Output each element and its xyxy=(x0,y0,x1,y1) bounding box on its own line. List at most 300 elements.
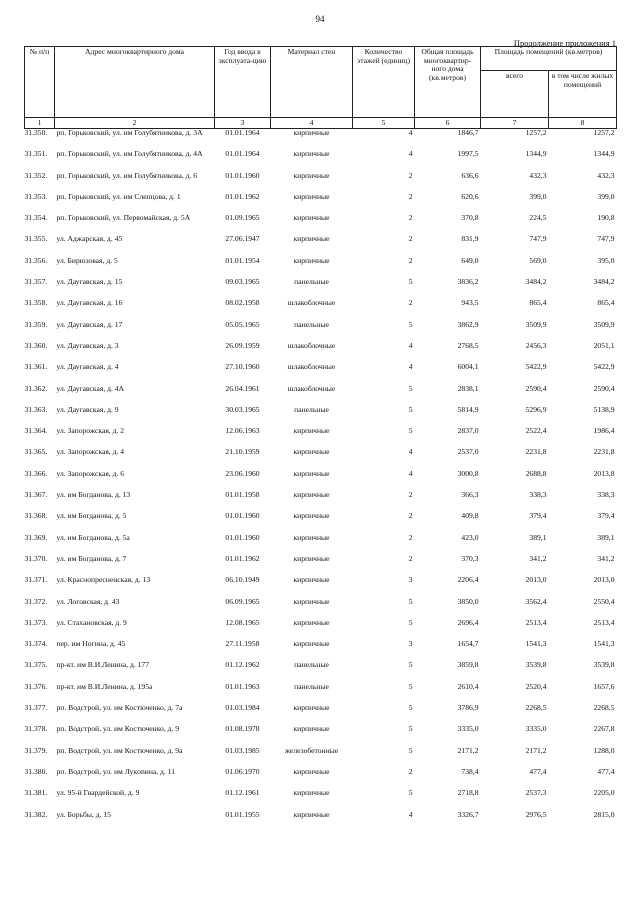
floors-cell: 5 xyxy=(408,383,413,393)
premises-living-cell: 1257,2 xyxy=(593,128,615,137)
year-cell: 08.02.1958 xyxy=(225,298,260,308)
table-row xyxy=(25,576,617,597)
material-cell: кирпичные xyxy=(293,128,330,137)
total-area-cell: 1846,7 xyxy=(457,128,479,137)
row-number: 31.370. xyxy=(24,553,48,563)
row-number: 31.373. xyxy=(24,617,48,627)
total-area-cell: 3335,0 xyxy=(457,724,479,734)
premises-living-cell: 3509,9 xyxy=(593,319,615,329)
premises-living-cell: 2590,4 xyxy=(593,383,615,393)
row-number: 31.375. xyxy=(24,660,48,670)
material-cell: панельные xyxy=(294,681,329,691)
material-cell: кирпичные xyxy=(293,511,330,521)
premises-living-cell: 5422,9 xyxy=(593,362,615,372)
premises-total-cell: 1257,2 xyxy=(525,128,547,137)
row-number: 31.359. xyxy=(24,319,48,329)
premises-living-cell: 2013,8 xyxy=(593,468,615,478)
premises-total-cell: 399,0 xyxy=(529,191,547,201)
floors-cell: 2 xyxy=(408,255,413,265)
row-number: 31.350. xyxy=(24,128,48,137)
floors-cell: 2 xyxy=(408,490,413,500)
premises-living-cell: 432,3 xyxy=(597,170,615,180)
premises-living-cell: 865,4 xyxy=(597,298,615,308)
year-cell: 01.01.1960 xyxy=(225,170,260,180)
premises-total-cell: 432,3 xyxy=(529,170,547,180)
header-premises-total: всего xyxy=(481,71,549,118)
year-cell: 05.05.1965 xyxy=(225,319,260,329)
table-row xyxy=(25,385,617,406)
total-area-cell: 3862,9 xyxy=(457,319,479,329)
address-cell: рп. Горьковский, ул. им Голубятникова, д. 3А xyxy=(56,128,203,137)
premises-total-cell: 2513,4 xyxy=(525,617,547,627)
floors-cell: 2 xyxy=(408,170,413,180)
column-number: 3 xyxy=(215,118,271,129)
material-cell: панельные xyxy=(294,660,329,670)
total-area-cell: 2837,0 xyxy=(457,426,479,436)
premises-total-cell: 865,4 xyxy=(529,298,547,308)
floors-cell: 2 xyxy=(408,213,413,223)
premises-living-cell: 1986,4 xyxy=(593,426,615,436)
premises-total-cell: 2590,4 xyxy=(525,383,547,393)
premises-living-cell: 379,4 xyxy=(597,511,615,521)
premises-total-cell: 3539,8 xyxy=(525,660,547,670)
table-row xyxy=(25,512,617,533)
total-area-cell: 3836,2 xyxy=(457,277,479,287)
total-area-cell: 2768,5 xyxy=(457,340,479,350)
address-cell: пр-кт. им В.И.Ленина, д. 195а xyxy=(56,681,153,691)
year-cell: 21.10.1959 xyxy=(225,447,260,457)
premises-total-cell: 5296,9 xyxy=(525,404,547,414)
table-row xyxy=(25,683,617,704)
premises-total-cell: 2520,4 xyxy=(525,681,547,691)
table-row xyxy=(25,406,617,427)
table-row xyxy=(25,768,617,789)
year-cell: 12.06.1963 xyxy=(225,426,260,436)
row-number: 31.358. xyxy=(24,298,48,308)
table-row xyxy=(25,321,617,342)
premises-living-cell: 1541,3 xyxy=(593,639,615,649)
premises-total-cell: 3484,2 xyxy=(525,277,547,287)
floors-cell: 5 xyxy=(408,404,413,414)
row-number: 31.367. xyxy=(24,490,48,500)
premises-living-cell: 2231,8 xyxy=(593,447,615,457)
floors-cell: 4 xyxy=(408,128,413,137)
table-row xyxy=(25,235,617,256)
table-row xyxy=(25,214,617,235)
address-cell: пер. им Ногина, д. 45 xyxy=(56,639,126,649)
row-number: 31.353. xyxy=(24,191,48,201)
material-cell: шлакоблочные xyxy=(287,340,336,350)
address-cell: ул. им Богданова, д. 7 xyxy=(56,553,127,563)
material-cell: железобетонные xyxy=(284,745,339,755)
table-row xyxy=(25,789,617,810)
premises-living-cell: 2205,0 xyxy=(593,788,615,798)
material-cell: кирпичные xyxy=(293,766,330,776)
table-row xyxy=(25,704,617,725)
row-number: 31.360. xyxy=(24,340,48,350)
year-cell: 23.06.1960 xyxy=(225,468,260,478)
header-premises-area: Площадь помещений (кв.метров) xyxy=(481,47,617,71)
premises-living-cell: 2013,0 xyxy=(593,575,615,585)
header-floors: Количество этажей (единиц) xyxy=(353,47,415,118)
address-cell: ул. Аджарская, д. 45 xyxy=(56,234,123,244)
table-row xyxy=(25,534,617,555)
row-number: 31.352. xyxy=(24,170,48,180)
year-cell: 27.11.1958 xyxy=(225,639,260,649)
material-cell: кирпичные xyxy=(293,468,330,478)
material-cell: панельные xyxy=(294,277,329,287)
premises-living-cell: 5138,9 xyxy=(593,404,615,414)
table-row xyxy=(25,342,617,363)
total-area-cell: 3000,8 xyxy=(457,468,479,478)
total-area-cell: 370,3 xyxy=(461,553,479,563)
table-row xyxy=(25,598,617,619)
year-cell: 30.03.1965 xyxy=(225,404,260,414)
premises-total-cell: 2013,0 xyxy=(525,575,547,585)
year-cell: 01.01.1964 xyxy=(225,128,260,137)
table-row xyxy=(25,640,617,661)
row-number: 31.381. xyxy=(24,788,48,798)
floors-cell: 4 xyxy=(408,340,413,350)
premises-living-cell: 747,9 xyxy=(597,234,615,244)
premises-living-cell: 389,1 xyxy=(597,532,615,542)
address-cell: ул. Даугавская, д. 9 xyxy=(56,404,119,414)
year-cell: 27.06.1947 xyxy=(225,234,260,244)
address-cell: ул. Борьбы, д. 15 xyxy=(56,809,111,819)
material-cell: кирпичные xyxy=(293,617,330,627)
floors-cell: 2 xyxy=(408,511,413,521)
premises-total-cell: 3562,4 xyxy=(525,596,547,606)
premises-living-cell: 2815,0 xyxy=(593,809,615,819)
address-cell: ул. Даугавская, д. 17 xyxy=(56,319,123,329)
housing-table xyxy=(24,46,617,832)
total-area-cell: 2718,8 xyxy=(457,788,479,798)
address-cell: рп. Горьковский, ул. им Голубятникова, д. 4А xyxy=(56,149,203,159)
year-cell: 01.12.1961 xyxy=(225,788,260,798)
premises-living-cell: 2513,4 xyxy=(593,617,615,627)
row-number: 31.374. xyxy=(24,639,48,649)
address-cell: рп. Водстрой, ул. им Лукonина, д. 11 xyxy=(56,766,176,776)
premises-living-cell: 2550,4 xyxy=(593,596,615,606)
year-cell: 01.06.1970 xyxy=(225,766,260,776)
table-row xyxy=(25,470,617,491)
column-number: 4 xyxy=(271,118,353,129)
address-cell: ул. Даугавская, д. 3 xyxy=(56,340,119,350)
table-row xyxy=(25,193,617,214)
row-number: 31.368. xyxy=(24,511,48,521)
floors-cell: 5 xyxy=(408,660,413,670)
material-cell: кирпичные xyxy=(293,234,330,244)
year-cell: 27.10.1960 xyxy=(225,362,260,372)
floors-cell: 2 xyxy=(408,766,413,776)
premises-total-cell: 1344,9 xyxy=(525,149,547,159)
year-cell: 01.01.1958 xyxy=(225,490,260,500)
premises-total-cell: 2231,8 xyxy=(525,447,547,457)
header-total-area: Общая площадь многоквартир-ного дома (кв.метров) xyxy=(415,47,481,118)
address-cell: ул. Бирюзовая, д. 5 xyxy=(56,255,118,265)
premises-total-cell: 2976,5 xyxy=(525,809,547,819)
material-cell: кирпичные xyxy=(293,575,330,585)
address-cell: ул. Логовская, д. 43 xyxy=(56,596,120,606)
total-area-cell: 1654,7 xyxy=(457,639,479,649)
premises-total-cell: 477,4 xyxy=(529,766,547,776)
floors-cell: 4 xyxy=(408,362,413,372)
floors-cell: 4 xyxy=(408,149,413,159)
premises-total-cell: 2537,3 xyxy=(525,788,547,798)
floors-cell: 3 xyxy=(408,575,413,585)
total-area-cell: 3850,0 xyxy=(457,596,479,606)
premises-total-cell: 2171,2 xyxy=(525,745,547,755)
premises-living-cell: 2051,1 xyxy=(593,340,615,350)
floors-cell: 5 xyxy=(408,277,413,287)
row-number: 31.377. xyxy=(24,703,48,713)
year-cell: 01.09.1965 xyxy=(225,213,260,223)
material-cell: кирпичные xyxy=(293,724,330,734)
year-cell: 09.03.1965 xyxy=(225,277,260,287)
total-area-cell: 2171,2 xyxy=(457,745,479,755)
address-cell: рп. Горьковский, ул. им Голубятникова, д. 6 xyxy=(56,170,198,180)
premises-living-cell: 341,2 xyxy=(597,553,615,563)
material-cell: панельные xyxy=(294,319,329,329)
floors-cell: 2 xyxy=(408,553,413,563)
premises-living-cell: 477,4 xyxy=(597,766,615,776)
material-cell: кирпичные xyxy=(293,596,330,606)
row-number: 31.354. xyxy=(24,213,48,223)
table-row xyxy=(25,661,617,682)
year-cell: 01.12.1962 xyxy=(225,660,260,670)
premises-total-cell: 338,3 xyxy=(529,490,547,500)
material-cell: кирпичные xyxy=(293,809,330,819)
premises-total-cell: 747,9 xyxy=(529,234,547,244)
continuation-note: Продолжение приложения 1 xyxy=(513,38,616,48)
total-area-cell: 2206,4 xyxy=(457,575,479,585)
total-area-cell: 620,6 xyxy=(461,191,479,201)
premises-living-cell: 190,8 xyxy=(597,213,615,223)
total-area-cell: 2537,0 xyxy=(457,447,479,457)
total-area-cell: 366,3 xyxy=(461,490,479,500)
floors-cell: 5 xyxy=(408,617,413,627)
material-cell: кирпичные xyxy=(293,170,330,180)
material-cell: шлакоблочные xyxy=(287,383,336,393)
floors-cell: 5 xyxy=(408,724,413,734)
total-area-cell: 5814,9 xyxy=(457,404,479,414)
premises-total-cell: 5422,9 xyxy=(525,362,547,372)
address-cell: рп. Горьковский, ул. им Слепцова, д. 1 xyxy=(56,191,181,201)
table-row xyxy=(25,299,617,320)
table-row xyxy=(25,150,617,171)
table-row xyxy=(25,747,617,768)
total-area-cell: 943,5 xyxy=(461,298,479,308)
address-cell: рп. Горьковский, ул. Первомайская, д. 5А xyxy=(56,213,191,223)
year-cell: 01.03.1984 xyxy=(225,703,260,713)
material-cell: шлакоблочные xyxy=(287,362,336,372)
premises-total-cell: 2268,5 xyxy=(525,703,547,713)
table-row xyxy=(25,619,617,640)
total-area-cell: 2696,4 xyxy=(457,617,479,627)
year-cell: 01.01.1960 xyxy=(225,511,260,521)
premises-living-cell: 2268,5 xyxy=(593,703,615,713)
address-cell: ул. Стахановская, д. 9 xyxy=(56,617,127,627)
premises-total-cell: 389,1 xyxy=(529,532,547,542)
total-area-cell: 1997,5 xyxy=(457,149,479,159)
row-number: 31.366. xyxy=(24,468,48,478)
material-cell: кирпичные xyxy=(293,149,330,159)
header-num: № п/п xyxy=(25,47,55,118)
row-number: 31.356. xyxy=(24,255,48,265)
year-cell: 01.01.1963 xyxy=(225,681,260,691)
floors-cell: 4 xyxy=(408,809,413,819)
address-cell: рп. Водстрой, ул. им Костюченко, д. 9 xyxy=(56,724,180,734)
row-number: 31.382. xyxy=(24,809,48,819)
year-cell: 12.08.1965 xyxy=(225,617,260,627)
row-number: 31.380. xyxy=(24,766,48,776)
material-cell: панельные xyxy=(294,404,329,414)
year-cell: 01.01.1954 xyxy=(225,255,260,265)
premises-total-cell: 3509,9 xyxy=(525,319,547,329)
row-number: 31.363. xyxy=(24,404,48,414)
header-year: Год ввода в эксплуата-цию xyxy=(215,47,271,118)
address-cell: ул. Даугавская, д. 15 xyxy=(56,277,123,287)
material-cell: кирпичные xyxy=(293,703,330,713)
address-cell: рп. Водстрой, ул. им Костюченко, д. 7а xyxy=(56,703,183,713)
table-row xyxy=(25,427,617,448)
table-row xyxy=(25,257,617,278)
premises-living-cell: 395,0 xyxy=(597,255,615,265)
premises-total-cell: 3335,0 xyxy=(525,724,547,734)
material-cell: кирпичные xyxy=(293,191,330,201)
table-row xyxy=(25,129,617,151)
column-number: 2 xyxy=(55,118,215,129)
year-cell: 01.01.1962 xyxy=(225,553,260,563)
address-cell: ул. Запорожская, д. 2 xyxy=(56,426,125,436)
row-number: 31.364. xyxy=(24,426,48,436)
premises-living-cell: 399,0 xyxy=(597,191,615,201)
address-cell: ул. Даугавская, д. 4 xyxy=(56,362,119,372)
total-area-cell: 636,6 xyxy=(461,170,479,180)
floors-cell: 5 xyxy=(408,745,413,755)
material-cell: кирпичные xyxy=(293,426,330,436)
premises-total-cell: 569,0 xyxy=(529,255,547,265)
address-cell: ул. Запорожская, д. 4 xyxy=(56,447,125,457)
floors-cell: 2 xyxy=(408,234,413,244)
column-number: 7 xyxy=(481,118,549,129)
floors-cell: 5 xyxy=(408,681,413,691)
floors-cell: 4 xyxy=(408,468,413,478)
row-number: 31.376. xyxy=(24,681,48,691)
address-cell: ул. им Богданова, д. 13 xyxy=(56,490,131,500)
total-area-cell: 3326,7 xyxy=(457,809,479,819)
year-cell: 01.01.1960 xyxy=(225,532,260,542)
total-area-cell: 2838,1 xyxy=(457,383,479,393)
row-number: 31.369. xyxy=(24,532,48,542)
total-area-cell: 3859,8 xyxy=(457,660,479,670)
header-address: Адрес многоквартирного дома xyxy=(55,47,215,118)
row-number: 31.362. xyxy=(24,383,48,393)
material-cell: кирпичные xyxy=(293,532,330,542)
floors-cell: 4 xyxy=(408,447,413,457)
header-premises-living: в том числе жилых помещений xyxy=(549,71,617,118)
year-cell: 26.09.1959 xyxy=(225,340,260,350)
address-cell: ул. Даугавская, д. 4А xyxy=(56,383,125,393)
row-number: 31.351. xyxy=(24,149,48,159)
address-cell: рп. Водстрой, ул. им Костюченко, д. 9а xyxy=(56,745,183,755)
total-area-cell: 409,8 xyxy=(461,511,479,521)
total-area-cell: 423,0 xyxy=(461,532,479,542)
floors-cell: 5 xyxy=(408,596,413,606)
year-cell: 06.10.1949 xyxy=(225,575,260,585)
total-area-cell: 370,8 xyxy=(461,213,479,223)
page-number: 94 xyxy=(315,14,325,24)
table-row xyxy=(25,811,617,832)
material-cell: кирпичные xyxy=(293,213,330,223)
row-number: 31.379. xyxy=(24,745,48,755)
floors-cell: 5 xyxy=(408,788,413,798)
premises-living-cell: 338,3 xyxy=(597,490,615,500)
premises-total-cell: 2456,3 xyxy=(525,340,547,350)
premises-total-cell: 1541,3 xyxy=(525,639,547,649)
material-cell: кирпичные xyxy=(293,490,330,500)
year-cell: 01.01.1964 xyxy=(225,149,260,159)
premises-living-cell: 1657,6 xyxy=(593,681,615,691)
premises-living-cell: 1288,0 xyxy=(593,745,615,755)
total-area-cell: 831,9 xyxy=(461,234,479,244)
material-cell: кирпичные xyxy=(293,553,330,563)
row-number: 31.357. xyxy=(24,277,48,287)
premises-total-cell: 2522,4 xyxy=(525,426,547,436)
address-cell: ул. Запорожская, д. 6 xyxy=(56,468,125,478)
table-row xyxy=(25,448,617,469)
floors-cell: 2 xyxy=(408,191,413,201)
material-cell: кирпичные xyxy=(293,639,330,649)
total-area-cell: 649,0 xyxy=(461,255,479,265)
row-number: 31.355. xyxy=(24,234,48,244)
total-area-cell: 6004,1 xyxy=(457,362,479,372)
year-cell: 06.09.1965 xyxy=(225,596,260,606)
table-row xyxy=(25,363,617,384)
header-material: Материал стен xyxy=(271,47,353,118)
address-cell: ул. им Богданова, д. 5 xyxy=(56,511,127,521)
column-number: 5 xyxy=(353,118,415,129)
floors-cell: 2 xyxy=(408,298,413,308)
floors-cell: 3 xyxy=(408,639,413,649)
floors-cell: 2 xyxy=(408,532,413,542)
row-number: 31.372. xyxy=(24,596,48,606)
year-cell: 01.08.1978 xyxy=(225,724,260,734)
address-cell: ул. Даугавская, д. 16 xyxy=(56,298,123,308)
row-number: 31.371. xyxy=(24,575,48,585)
material-cell: кирпичные xyxy=(293,447,330,457)
floors-cell: 5 xyxy=(408,703,413,713)
material-cell: кирпичные xyxy=(293,255,330,265)
table-row xyxy=(25,491,617,512)
total-area-cell: 2610,4 xyxy=(457,681,479,691)
total-area-cell: 3786,9 xyxy=(457,703,479,713)
floors-cell: 5 xyxy=(408,319,413,329)
floors-cell: 5 xyxy=(408,426,413,436)
year-cell: 01.01.1962 xyxy=(225,191,260,201)
premises-living-cell: 1344,9 xyxy=(593,149,615,159)
address-cell: ул. 95-й Гвардейской, д. 9 xyxy=(56,788,140,798)
year-cell: 01.01.1955 xyxy=(225,809,260,819)
premises-total-cell: 224,5 xyxy=(529,213,547,223)
material-cell: шлакоблочные xyxy=(287,298,336,308)
premises-total-cell: 341,2 xyxy=(529,553,547,563)
premises-living-cell: 3539,8 xyxy=(593,660,615,670)
column-number: 6 xyxy=(415,118,481,129)
material-cell: кирпичные xyxy=(293,788,330,798)
premises-total-cell: 2688,8 xyxy=(525,468,547,478)
premises-total-cell: 379,4 xyxy=(529,511,547,521)
